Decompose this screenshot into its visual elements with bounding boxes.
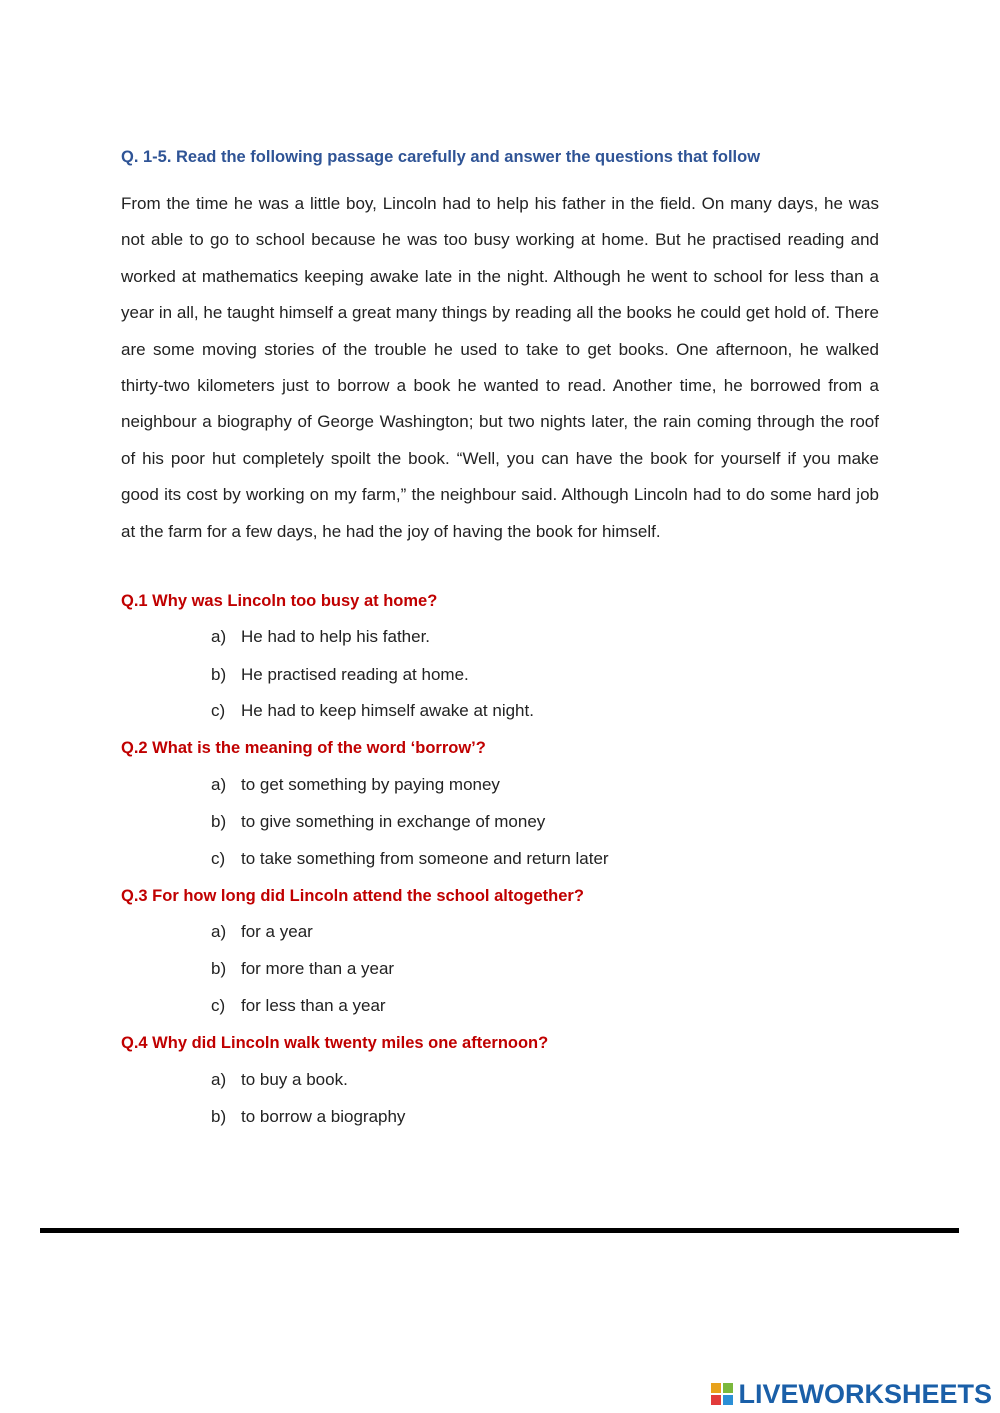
option-text: to buy a book. bbox=[241, 1070, 348, 1089]
question-1-option-c[interactable] bbox=[211, 700, 534, 722]
option-text: He had to help his father. bbox=[241, 627, 431, 646]
option-letter: b) bbox=[211, 959, 227, 978]
option-text: for less than a year bbox=[241, 996, 386, 1015]
question-2-option-b[interactable] bbox=[211, 811, 545, 833]
option-text: to take something from someone and return later bbox=[241, 849, 609, 868]
option-letter: a) bbox=[211, 922, 227, 941]
question-1-option-b[interactable] bbox=[211, 664, 469, 686]
option-letter: c) bbox=[211, 996, 226, 1015]
reading-passage: From the time he was a little boy, Lincoln had to help his father in the field. On many days, he was not able to go to school because he was too busy working at home. But he practised reading and worked at mathematics keeping awake late in the night. Although he went to school for less than a year in all, he taught himself a great many things by reading all the books he could get hold of. There are some moving stories of the trouble he used to take to get books. One afternoon, he walked thirty-two kilometers just to borrow a book he wanted to read. Another time, he borrowed from a neighbour a biography of George Washington; but two nights later, the rain coming through the roof of his poor hut completely spoilt the book. “Well, you can have the book for yourself if you make good its cost by working on my farm,” the neighbour said. Although Lincoln had to do some hard job at the farm for a few days, he had the joy of having the book for himself. bbox=[121, 194, 879, 541]
question-2-option-a[interactable] bbox=[211, 774, 500, 796]
question-4-option-b[interactable] bbox=[211, 1106, 405, 1128]
question-4-option-a[interactable] bbox=[211, 1069, 348, 1091]
liveworksheets-logo-icon bbox=[711, 1383, 735, 1405]
logo-text: LIVEWORKSHEETS bbox=[738, 1378, 992, 1409]
liveworksheets-logo[interactable] bbox=[711, 1378, 992, 1410]
option-text: to borrow a biography bbox=[241, 1107, 406, 1126]
option-letter: a) bbox=[211, 1070, 227, 1089]
option-letter: a) bbox=[211, 775, 227, 794]
question-3-option-a[interactable] bbox=[211, 921, 313, 943]
option-text: to get something by paying money bbox=[241, 775, 500, 794]
passage-heading: Q. 1-5. Read the following passage carefully and answer the questions that follow bbox=[121, 148, 761, 166]
option-letter: b) bbox=[211, 1107, 227, 1126]
option-letter: a) bbox=[211, 627, 227, 646]
question-3-option-c[interactable] bbox=[211, 995, 386, 1017]
option-text: for a year bbox=[241, 922, 313, 941]
question-2-option-c[interactable] bbox=[211, 848, 609, 870]
option-text: He had to keep himself awake at night. bbox=[241, 701, 534, 720]
option-text: to give something in exchange of money bbox=[241, 812, 546, 831]
option-letter: b) bbox=[211, 665, 227, 684]
question-3-option-b[interactable] bbox=[211, 958, 394, 980]
question-2: Q.2 What is the meaning of the word ‘borrow’? bbox=[121, 739, 486, 757]
option-letter: b) bbox=[211, 812, 227, 831]
option-text: He practised reading at home. bbox=[241, 665, 469, 684]
question-3: Q.3 For how long did Lincoln attend the school altogether? bbox=[121, 887, 584, 905]
question-4: Q.4 Why did Lincoln walk twenty miles one afternoon? bbox=[121, 1034, 549, 1052]
option-text: for more than a year bbox=[241, 959, 395, 978]
question-1: Q.1 Why was Lincoln too busy at home? bbox=[121, 592, 438, 610]
page-divider bbox=[40, 1228, 959, 1233]
question-1-option-a[interactable] bbox=[211, 626, 430, 648]
option-letter: c) bbox=[211, 701, 226, 720]
option-letter: c) bbox=[211, 849, 226, 868]
